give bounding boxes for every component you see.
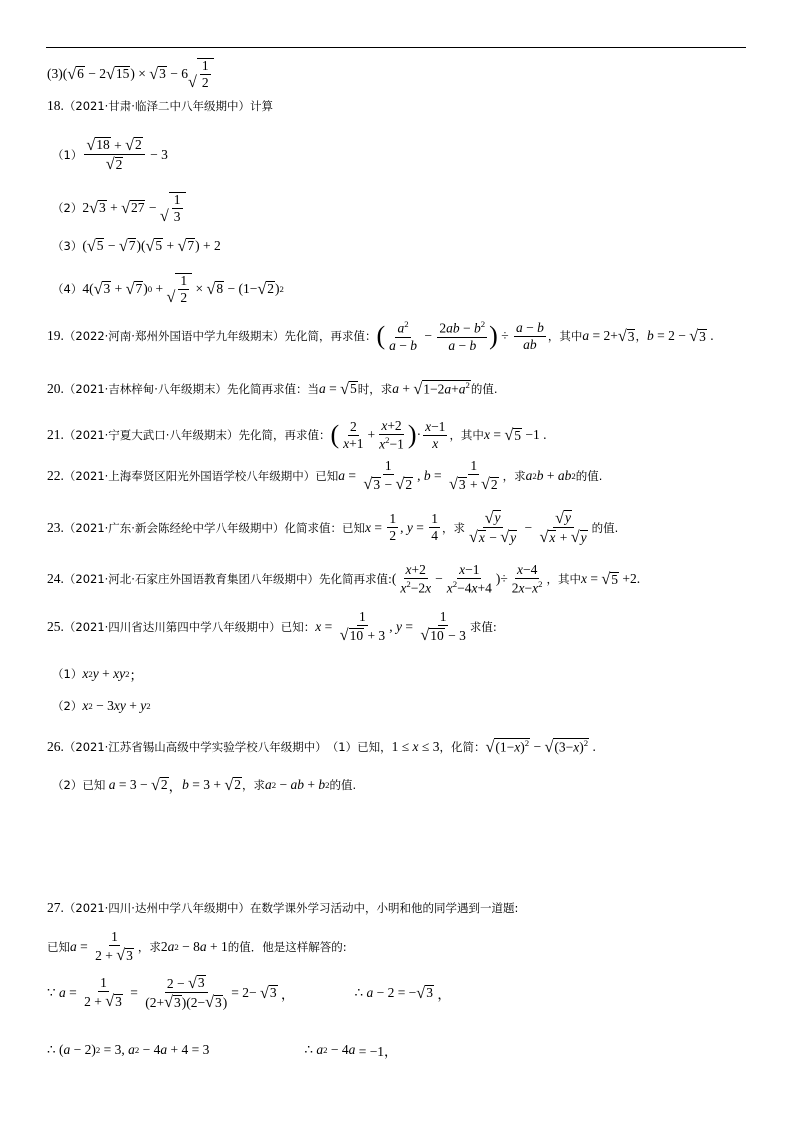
q26-source: （2021·江苏省锡山高级中学实验学校八年级期中） bbox=[63, 739, 327, 754]
q26-end: 的值. bbox=[329, 778, 357, 792]
q18-part1-expr: √ 18 + √ 2 √ 2 − 3 bbox=[86, 136, 168, 174]
q23-end: 的值. bbox=[591, 520, 619, 535]
q22-expr: a 2 b + ab 2 bbox=[525, 467, 576, 483]
q22-number: 22 bbox=[47, 467, 61, 483]
q22-values: a = 1 √ 3 − √ 2 , b = 1 √ 3 + √ 2 bbox=[338, 458, 498, 494]
q25-part1-expr: x 2 y + xy 2 ； bbox=[82, 666, 143, 683]
q27-given bbox=[47, 930, 347, 963]
q20-task: 先化简再求值：当 bbox=[226, 381, 319, 396]
q18-part3-label: （3） bbox=[52, 239, 83, 254]
q22-task: 已知 bbox=[315, 468, 339, 483]
q17-part3 bbox=[47, 58, 214, 90]
q26-part2-expr: a 2 − ab + b 2 bbox=[264, 777, 330, 792]
q27-expr: 2 a 2 − 8 a + 1 bbox=[160, 938, 228, 954]
q27-step1b-expr: ∴ a − 2 = − √ 3 ， bbox=[354, 983, 451, 1002]
q18-part4-expr: 4( √ 3 + √ 7 ) 0 + √ $\frac{1}{2}$ × √ 8 − (1− √ 2 ) 2 bbox=[82, 273, 284, 307]
q21-source: （2021·宁夏大武口·八年级期末） bbox=[63, 428, 239, 443]
q23-ask: ，求 bbox=[441, 520, 465, 535]
q18-part2 bbox=[52, 192, 186, 224]
q25-part2 bbox=[52, 698, 151, 714]
q27-number: 27 bbox=[47, 900, 61, 915]
q26-part1-expr: √ $(1-x)^2$ − √ $(3-x)^2$ . bbox=[485, 738, 596, 757]
q27-given-label: 已知 bbox=[47, 939, 70, 954]
q27-task: 在数学课外学习活动中，小明和他的同学遇到一道题: bbox=[249, 901, 519, 915]
q18-part3-expr: ( √ 5 − √ 7 )( √ 5 + √ 7 ) + 2 bbox=[82, 237, 221, 255]
q24-where: ，其中 bbox=[546, 572, 582, 587]
q26-part1-label: （1）已知， bbox=[326, 739, 392, 754]
q19-and: ， bbox=[635, 329, 647, 344]
q19-source: （2022·河南·郑州外国语中学九年级期末） bbox=[63, 329, 285, 344]
q25-ask: 求值: bbox=[469, 619, 497, 634]
q20-mid: 时，求 bbox=[357, 381, 393, 396]
q18-part3 bbox=[52, 238, 221, 254]
q25-task: 已知： bbox=[280, 619, 316, 634]
q18-part1 bbox=[52, 137, 168, 172]
q21: 21 . （2021·宁夏大武口·八年级期末） 先化简，再求值： ( $\frac{2}{x+1}$ + $\frac{x+2}{x^2-1}$ ) · $\frac{x-1}{x}$ ，其中 x = √ 5 −1 . bbox=[47, 418, 547, 452]
header-rule bbox=[46, 47, 746, 48]
q22-ask: ，求 bbox=[502, 468, 526, 483]
q25: 25 . （2021·四川省达川第四中学八年级期中） 已知： x = 1 √ 10 + 3 , y = 1 √ 10 − 3 求值: bbox=[47, 609, 497, 645]
q26-simplify: ，化简： bbox=[439, 739, 486, 754]
q23-expr: √ y √ x − √ y − √ y √ x + √ y bbox=[468, 509, 587, 547]
q27-ask: ，求 bbox=[137, 939, 161, 954]
q26-part1: 26 . （2021·江苏省锡山高级中学实验学校八年级期中） （1）已知， 1 ≤ x ≤ 3 ，化简： √ $(1-x)^2$ − √ $(3-x)^2$ . bbox=[47, 738, 596, 757]
q21-task: 先化简，再求值： bbox=[238, 428, 331, 443]
q25-part2-expr: x 2 − 3 xy + y 2 bbox=[82, 698, 151, 713]
q20-expr: a + √ $1-2a+a^2$ bbox=[392, 380, 470, 399]
q22-source: （2021·上海奉贤区阳光外国语学校八年级期中） bbox=[63, 468, 316, 483]
q23-task: 化简求值：已知 bbox=[284, 520, 365, 535]
q26-part2-values: a = 3 − √ 2 ， b = 3 + √ 2 bbox=[108, 775, 241, 794]
q20-end: 的值. bbox=[470, 381, 498, 396]
q18-part4-label: （4） bbox=[52, 282, 83, 297]
q27-step1 bbox=[47, 975, 451, 1010]
q24-number: 24 bbox=[47, 571, 61, 587]
q24-value: x = √ 5 +2. bbox=[581, 570, 641, 589]
q24-expr: ( $\frac{x+2}{x^2-2x}$ − $\frac{x-1}{x^2-4x+4}$ )÷ $\frac{x-4}{2x-x^2}$ bbox=[391, 562, 543, 596]
q24-task: 先化简再求值: bbox=[318, 572, 392, 587]
q27-step2b-expr: ∴ a 2 − 4 a = −1， bbox=[304, 1042, 398, 1059]
q27-source: （2021·四川·达州中学八年级期中） bbox=[63, 901, 250, 915]
q18-part1-label: （1） bbox=[52, 147, 83, 162]
q25-values: x = 1 √ 10 + 3 , y = 1 √ 10 − 3 bbox=[315, 609, 466, 645]
q21-expr: ( $\frac{2}{x+1}$ + $\frac{x+2}{x^2-1}$ ) · $\frac{x-1}{x}$ bbox=[330, 418, 446, 452]
q24: 24 . （2021·河北·石家庄外国语教育集团八年级期中） 先化简再求值: ( $\frac{x+2}{x^2-2x}$ − $\frac{x-1}{x^2-4x+4}$ )÷ $\frac{x-4}{2x-x^2}$ ，其中 x = √ 5 +2. bbox=[47, 562, 641, 596]
q23-source: （2021·广东·新会陈经纶中学八年级期中） bbox=[63, 520, 285, 535]
q27-tail: 的值．他是这样解答的: bbox=[227, 939, 347, 954]
q27-header: 27 . （2021·四川·达州中学八年级期中） 在数学课外学习活动中，小明和他的同学遇到一道题: bbox=[47, 900, 519, 915]
q26-part2-label: （2）已知 bbox=[52, 778, 106, 792]
q18-number: 18 bbox=[47, 98, 61, 113]
q20-source: （2021·吉林梓甸·八年级期末） bbox=[63, 381, 227, 396]
q21-value: x = √ 5 −1 . bbox=[483, 426, 547, 445]
q18-header: 18 . （2021·甘肃·临泽二中八年级期中） 计算 bbox=[47, 98, 273, 113]
q26-part2 bbox=[52, 775, 356, 795]
q18-part2-label: （2） bbox=[52, 201, 83, 216]
q18-part4 bbox=[52, 273, 284, 305]
q23: 23 . （2021·广东·新会陈经纶中学八年级期中） 化简求值：已知 x = $\frac{1}{2}$ , y = $\frac{1}{4}$ ，求 √ y √ x − √ y − √ y √ x + √ y 的值. bbox=[47, 509, 619, 547]
q19-expr: ( $\frac{a^2}{a - b}$ − $\frac{2ab - b^2}{a - b}$ ) ÷ $\frac{a - b}{ab}$ bbox=[376, 319, 544, 353]
q27-given-value: a = 1 2 + √ 3 bbox=[70, 929, 133, 965]
q18-source: （2021·甘肃·临泽二中八年级期中） bbox=[63, 99, 250, 113]
q27-step2-expr: ∴ ( a − 2) 2 = 3, a 2 − 4 a + 4 = 3 bbox=[47, 1042, 210, 1057]
q24-source: （2021·河北·石家庄外国语教育集团八年级期中） bbox=[63, 572, 319, 587]
q19-number: 19 bbox=[47, 328, 61, 344]
q20-condition: a = √ 5 bbox=[318, 379, 357, 398]
q18-task: 计算 bbox=[249, 99, 273, 113]
q17-part3-expr: ( √ 6 − 2 √ 15 ) × √ 3 − 6 √ $\frac{1}{2}$ bbox=[63, 58, 214, 90]
q27-step2 bbox=[47, 1040, 398, 1060]
q20: 20 . （2021·吉林梓甸·八年级期末） 先化简再求值：当 a = √ 5 时，求 a + √ $1-2a+a^2$ 的值. bbox=[47, 379, 498, 399]
q26-number: 26 bbox=[47, 738, 61, 754]
q25-part2-label: （2） bbox=[52, 699, 83, 713]
q27-step1-expr: ∵ a = 1 2 + √ 3 = 2 − √ 3 (2+ √ 3 )(2− √ 3 ) = 2− √ 3 ， bbox=[47, 974, 295, 1012]
q26-condition: 1 ≤ x ≤ 3 bbox=[391, 738, 440, 754]
q22: 22 . （2021·上海奉贤区阳光外国语学校八年级期中） 已知 a = 1 √ 3 − √ 2 , b = 1 √ 3 + √ 2 ，求 a 2 b + ab 2 的值. bbox=[47, 458, 603, 494]
q23-values: x = $\frac{1}{2}$ , y = $\frac{1}{4}$ bbox=[364, 511, 438, 544]
q19-values: a = 2+ √ 3 bbox=[582, 327, 635, 346]
q19-b-value: b = 2 − √ 3 . bbox=[646, 327, 714, 346]
q25-part1 bbox=[52, 664, 143, 684]
q25-part1-label: （1） bbox=[52, 667, 83, 681]
q25-number: 25 bbox=[47, 618, 61, 634]
q23-number: 23 bbox=[47, 519, 61, 535]
q21-number: 21 bbox=[47, 427, 61, 443]
q21-where: ，其中 bbox=[449, 428, 484, 443]
q25-source: （2021·四川省达川第四中学八年级期中） bbox=[63, 619, 281, 634]
q19-task: 先化简，再求值： bbox=[284, 329, 377, 344]
q18-part2-expr: 2 √ 3 + √ 27 − √ $\frac{1}{3}$ bbox=[82, 192, 185, 224]
q26-ask: ，求 bbox=[241, 778, 265, 792]
q20-number: 20 bbox=[47, 380, 61, 396]
q22-end: 的值. bbox=[575, 468, 603, 483]
q19-where: ，其中 bbox=[547, 329, 583, 344]
q19: 19 . （2022·河南·郑州外国语中学九年级期末） 先化简，再求值： ( $\frac{a^2}{a - b}$ − $\frac{2ab - b^2}{a - b}$ ) ÷ $\frac{a - b}{ab}$ ，其中 a = 2+ √ 3 ， b = 2 − √ 3 . bbox=[47, 319, 714, 353]
q17-part3-label: (3) bbox=[47, 66, 63, 82]
